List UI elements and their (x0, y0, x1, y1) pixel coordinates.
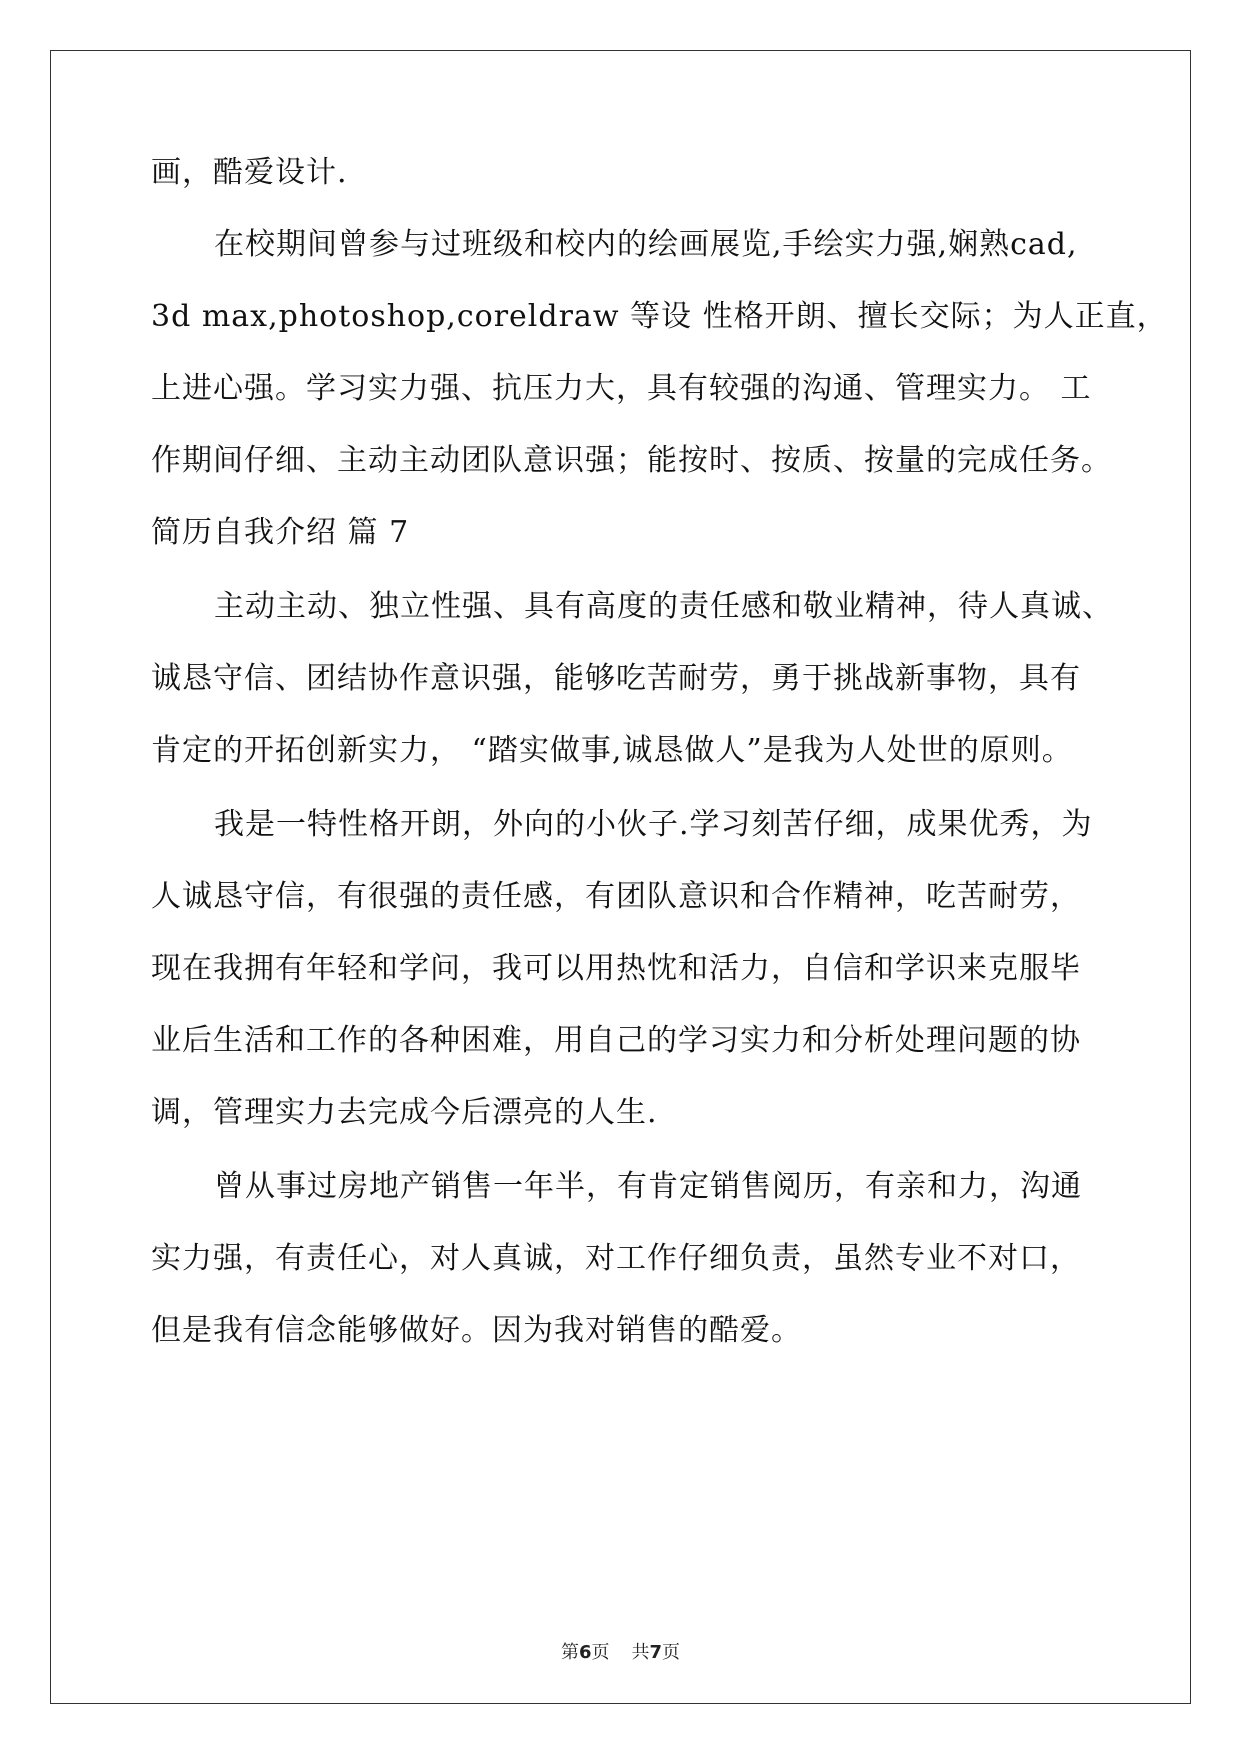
section-heading: 简历自我介绍 篇 7 (151, 515, 410, 550)
footer-page-suffix: 页 (591, 1642, 610, 1663)
text-line: 业后生活和工作的各种困难，用自己的学习实力和分析处理问题的协 (151, 1023, 1081, 1058)
text-line: 人诚恳守信，有很强的责任感，有团队意识和合作精神，吃苦耐劳， (151, 879, 1081, 914)
text-line: 上进心强。学习实力强、抗压力大，具有较强的沟通、管理实力。 工 (151, 371, 1092, 406)
paragraph-first-line: 在校期间曾参与过班级和校内的绘画展览,手绘实力强,娴熟cad, (214, 227, 1078, 262)
current-page-number: 6 (578, 1642, 592, 1663)
paragraph-first-line: 我是一特性格开朗，外向的小伙子.学习刻苦仔细，成果优秀，为 (214, 807, 1093, 842)
text-line: 实力强，有责任心，对人真诚，对工作仔细负责，虽然专业不对口， (151, 1241, 1081, 1276)
footer-total-suffix: 页 (662, 1642, 681, 1663)
text-line: 3d max,photoshop,coreldraw 等设 性格开朗、擅长交际；为人正直， (151, 299, 1168, 334)
text-line: 调，管理实力去完成今后漂亮的人生. (151, 1095, 658, 1130)
text-line: 诚恳守信、团结协作意识强，能够吃苦耐劳，勇于挑战新事物，具有 (151, 661, 1081, 696)
footer-prefix: 第 (560, 1642, 579, 1663)
text-line: 肯定的开拓创新实力， “踏实做事,诚恳做人”是我为人处世的原则。 (151, 733, 1073, 768)
footer-total-prefix: 共 (631, 1642, 650, 1663)
total-pages-number: 7 (649, 1642, 663, 1663)
text-line: 作期间仔细、主动主动团队意识强；能按时、按质、按量的完成任务。 (151, 443, 1112, 478)
page-footer (0, 1642, 1241, 1664)
paragraph-first-line: 主动主动、独立性强、具有高度的责任感和敬业精神，待人真诚、 (214, 589, 1113, 624)
text-line: 但是我有信念能够做好。因为我对销售的酷爱。 (151, 1313, 802, 1348)
text-line: 现在我拥有年轻和学问，我可以用热忱和活力，自信和学识来克服毕 (151, 951, 1081, 986)
paragraph-first-line: 曾从事过房地产销售一年半，有肯定销售阅历，有亲和力，沟通 (214, 1169, 1082, 1204)
text-line: 画，酷爱设计. (151, 155, 348, 190)
